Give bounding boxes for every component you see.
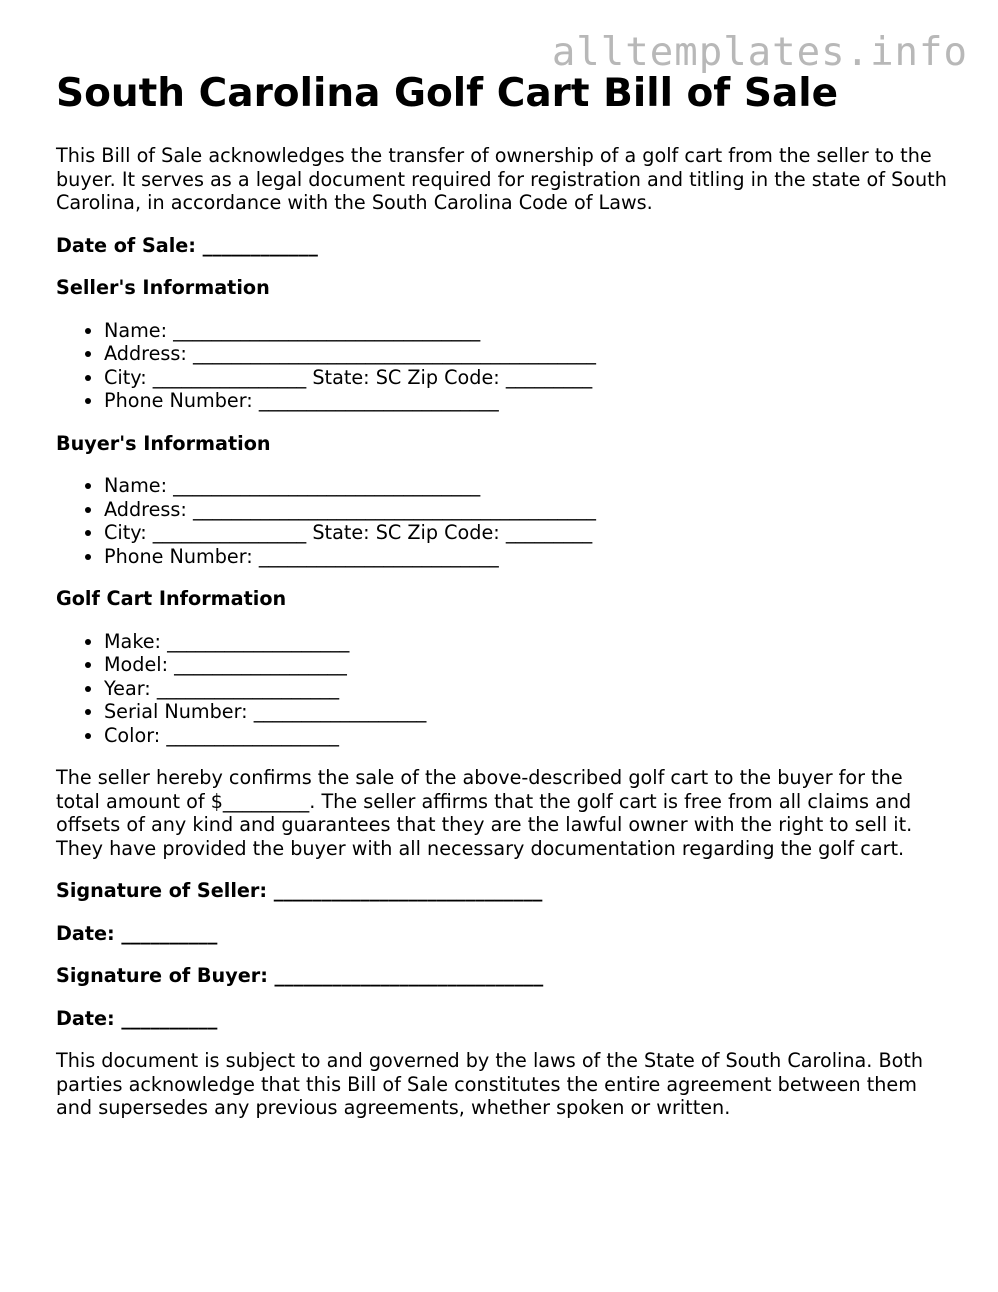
seller-signature-date-field: Date: __________ [56, 921, 218, 945]
cart-model-field: • Model: __________________ [104, 653, 951, 677]
buyer-signature-date-field: Date: __________ [56, 1006, 218, 1030]
document-title: South Carolina Golf Cart Bill of Sale [56, 71, 839, 116]
closing-paragraph: This document is subject to and governed by the laws of the State of South Carolina. Both parties acknowledge that this Bill of Sale constitutes the entire agreement between them and supersedes any previous agreements, whether spoken or written. [56, 1049, 924, 1119]
seller-city-state-zip-field: • City: ________________ State: SC Zip Code: _________ [104, 366, 951, 390]
seller-name-field: • Name: ________________________________ [104, 319, 951, 343]
cart-make-field: • Make: ___________________ [104, 630, 951, 654]
buyer-section-heading: Buyer's Information [56, 431, 271, 455]
buyer-name-field: • Name: ________________________________ [104, 474, 951, 498]
buyer-city-state-zip-field: • City: ________________ State: SC Zip Code: _________ [104, 521, 951, 545]
seller-signature-field: Signature of Seller: ____________________________ [56, 879, 543, 902]
cart-color-field: • Color: __________________ [104, 724, 951, 748]
document-page [56, 70, 951, 1120]
sale-confirmation-paragraph: The seller hereby confirms the sale of the above-described golf cart to the buyer for the total amount of $_________. The seller affirms that the golf cart is free from all claims and offsets of any kind and guarantees that they are the lawful owner with the right to sell it. They have provided the buyer with all necessary documentation regarding the golf cart. [56, 766, 913, 860]
watermark: alltemplates.info [551, 30, 968, 75]
cart-section-heading: Golf Cart Information [56, 587, 287, 610]
seller-section-heading: Seller's Information [56, 276, 270, 299]
seller-phone-field: • Phone Number: _________________________ [104, 389, 951, 413]
seller-address-field: • Address: __________________________________________ [104, 342, 951, 366]
cart-info-list [56, 630, 951, 748]
buyer-info-list [56, 474, 951, 568]
buyer-address-field: • Address: __________________________________________ [104, 498, 951, 522]
buyer-phone-field: • Phone Number: _________________________ [104, 545, 951, 569]
seller-info-list [56, 319, 951, 413]
cart-year-field: • Year: ___________________ [104, 677, 951, 701]
date-of-sale-field: Date of Sale: ____________ [56, 233, 318, 257]
intro-paragraph: This Bill of Sale acknowledges the transfer of ownership of a golf cart from the seller to the buyer. It serves as a legal document required for registration and titling in the state of South Carolina, in accordance with the South Carolina Code of Laws. [56, 144, 947, 214]
cart-serial-number-field: • Serial Number: __________________ [104, 700, 951, 724]
buyer-signature-field: Signature of Buyer: ____________________________ [56, 964, 544, 987]
